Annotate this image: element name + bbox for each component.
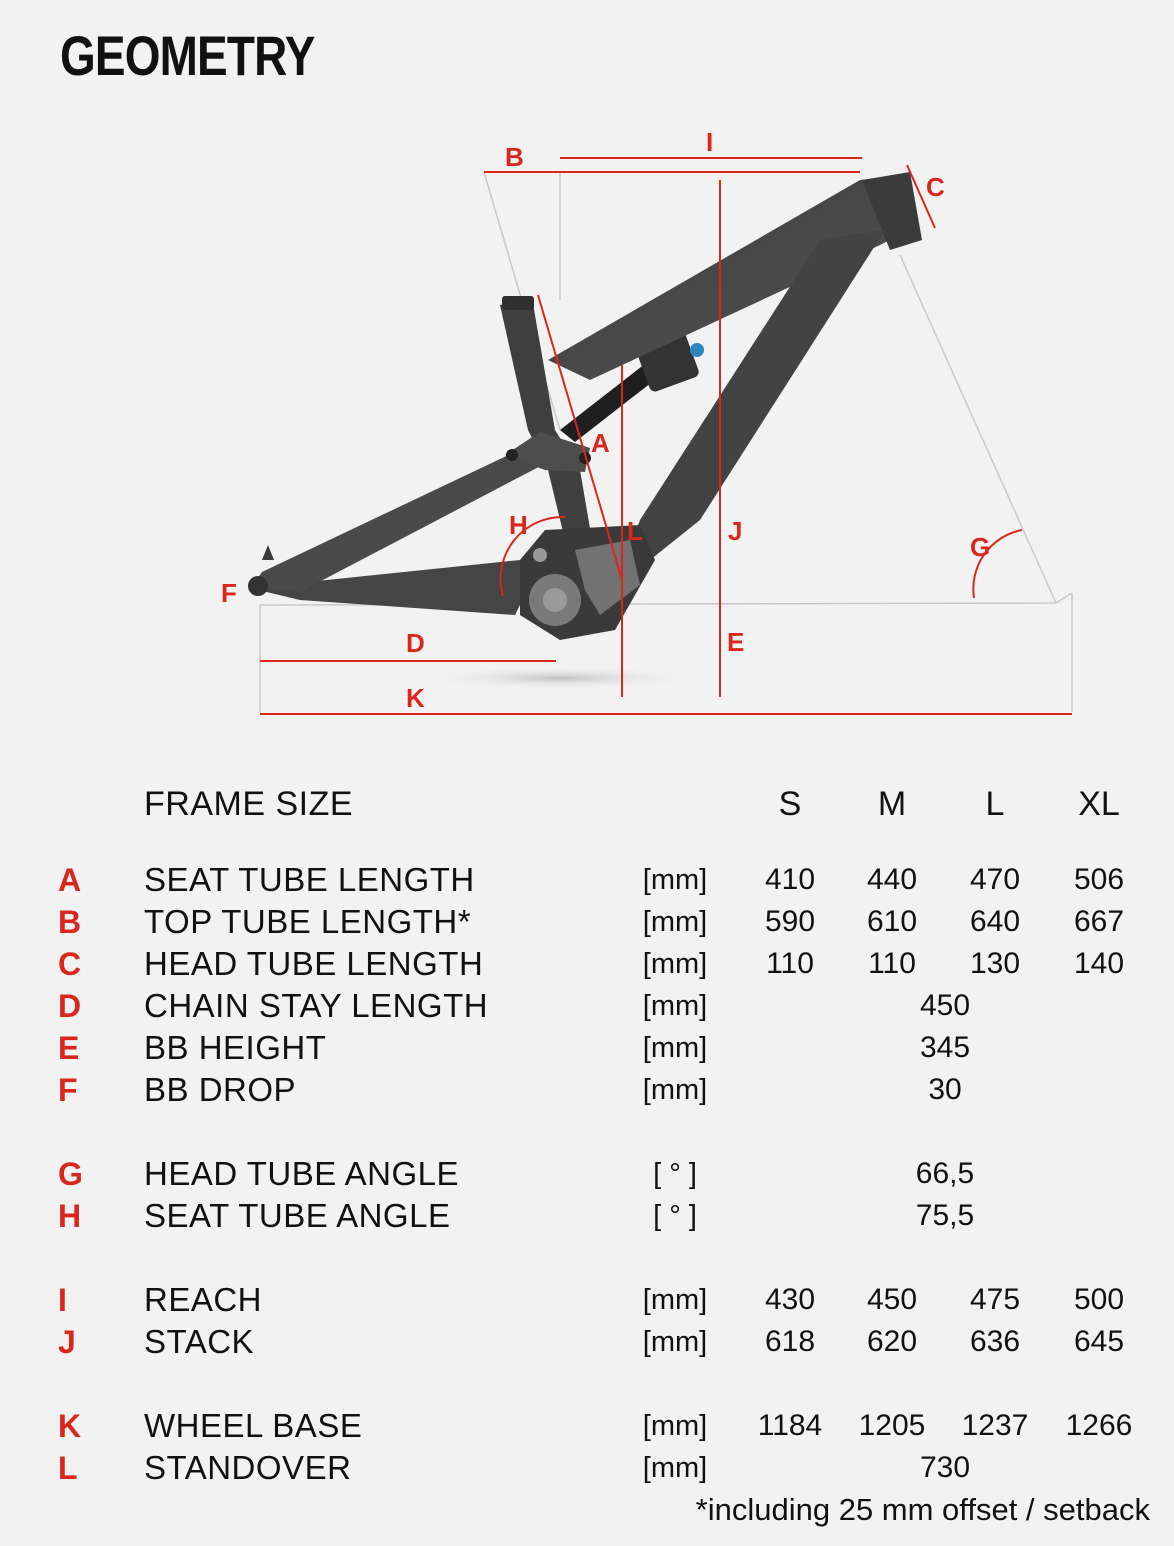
row-letter: F (58, 1072, 78, 1108)
table-row (0, 1322, 1174, 1362)
row-value-xl: 140 (1073, 947, 1125, 980)
label-j: J (728, 516, 743, 546)
row-letter: C (58, 946, 82, 982)
table-row (0, 1448, 1174, 1488)
label-e: E (727, 627, 745, 657)
row-value-m: 110 (868, 947, 916, 980)
row-value-l: 636 (969, 1325, 1021, 1358)
row-value-m: 620 (866, 1325, 918, 1358)
bike-frame (248, 172, 922, 640)
label-a: A (591, 428, 610, 458)
ground-guides (260, 172, 1072, 712)
row-value-all: 75,5 (915, 1199, 975, 1232)
dimension-lines (260, 158, 1072, 714)
row-letter: I (58, 1282, 67, 1318)
row-value-l: 475 (969, 1283, 1021, 1316)
row-letter: D (58, 988, 82, 1024)
row-name: HEAD TUBE LENGTH (144, 945, 484, 982)
row-value-xl: 667 (1073, 905, 1125, 938)
table-row (0, 902, 1174, 942)
row-value-xl: 500 (1073, 1283, 1125, 1316)
row-name: HEAD TUBE ANGLE (144, 1155, 459, 1192)
row-value-all: 450 (919, 989, 971, 1022)
row-name: STACK (144, 1323, 255, 1360)
table-row (0, 1028, 1174, 1068)
row-unit: [mm] (642, 864, 708, 896)
row-letter: G (58, 1156, 83, 1192)
row-unit: [mm] (642, 1284, 708, 1316)
label-f: F (221, 578, 237, 608)
size-m: M (877, 785, 907, 823)
row-value-s: 1184 (757, 1409, 823, 1442)
table-row (0, 1196, 1174, 1236)
row-value-all: 66,5 (915, 1157, 975, 1190)
row-unit: [ ° ] (653, 1158, 697, 1190)
row-unit: [mm] (642, 1326, 708, 1358)
size-xl: XL (1078, 785, 1120, 823)
row-name: BB DROP (144, 1071, 297, 1108)
label-b: B (505, 142, 524, 172)
row-name: SEAT TUBE LENGTH (144, 861, 475, 898)
row-letter: J (58, 1324, 76, 1360)
label-c: C (926, 172, 945, 202)
label-h: H (509, 510, 528, 540)
row-value-xl: 1266 (1065, 1409, 1133, 1442)
label-l: L (627, 516, 643, 546)
row-letter: L (58, 1450, 78, 1486)
row-unit: [mm] (642, 1032, 708, 1064)
row-letter: B (58, 904, 82, 940)
label-k: K (406, 683, 425, 713)
label-g: G (970, 532, 991, 562)
row-name: SEAT TUBE ANGLE (144, 1197, 451, 1234)
row-letter: A (58, 862, 82, 898)
table-row (0, 1154, 1174, 1194)
frame-size-label: FRAME SIZE (144, 785, 354, 823)
row-value-xl: 506 (1073, 863, 1125, 896)
label-i: I (706, 127, 714, 157)
row-letter: E (58, 1030, 80, 1066)
row-value-l: 470 (969, 863, 1021, 896)
row-name: BB HEIGHT (144, 1029, 327, 1066)
row-value-s: 590 (764, 905, 816, 938)
size-l: L (985, 785, 1005, 823)
row-unit: [mm] (642, 990, 708, 1022)
table-row (0, 944, 1174, 984)
row-name: STANDOVER (144, 1449, 352, 1486)
row-unit: [mm] (642, 948, 708, 980)
row-unit: [mm] (642, 1452, 708, 1484)
row-letter: H (58, 1198, 82, 1234)
row-value-xl: 645 (1073, 1325, 1125, 1358)
row-value-all: 30 (928, 1073, 962, 1106)
row-value-l: 130 (969, 947, 1021, 980)
row-value-s: 410 (764, 863, 816, 896)
row-unit: [mm] (642, 906, 708, 938)
row-name: WHEEL BASE (144, 1407, 363, 1444)
row-unit: [ ° ] (653, 1200, 697, 1232)
row-name: TOP TUBE LENGTH* (144, 903, 472, 940)
row-value-m: 610 (866, 905, 918, 938)
table-row (0, 986, 1174, 1026)
row-value-s: 110 (766, 947, 814, 980)
row-value-s: 430 (764, 1283, 816, 1316)
row-unit: [mm] (642, 1410, 708, 1442)
row-value-all: 345 (919, 1031, 971, 1064)
table-row (0, 1406, 1174, 1446)
table-header (0, 784, 1174, 824)
row-value-l: 640 (969, 905, 1021, 938)
row-value-m: 440 (866, 863, 918, 896)
table-row (0, 1070, 1174, 1110)
row-unit: [mm] (642, 1074, 708, 1106)
frame-geometry-diagram (0, 110, 1174, 740)
row-value-s: 618 (764, 1325, 816, 1358)
row-value-l: 1237 (961, 1409, 1029, 1442)
footnote: *including 25 mm offset / setback (695, 1492, 1150, 1527)
table-row (0, 1280, 1174, 1320)
table-row (0, 860, 1174, 900)
size-s: S (778, 785, 802, 823)
page-title: GEOMETRY (60, 24, 315, 87)
row-value-all: 730 (919, 1451, 971, 1484)
row-value-m: 450 (866, 1283, 918, 1316)
label-d: D (406, 628, 425, 658)
row-value-m: 1205 (858, 1409, 926, 1442)
ground-shadow (420, 666, 700, 690)
row-name: CHAIN STAY LENGTH (144, 987, 489, 1024)
row-letter: K (58, 1408, 82, 1444)
row-name: REACH (144, 1281, 263, 1318)
